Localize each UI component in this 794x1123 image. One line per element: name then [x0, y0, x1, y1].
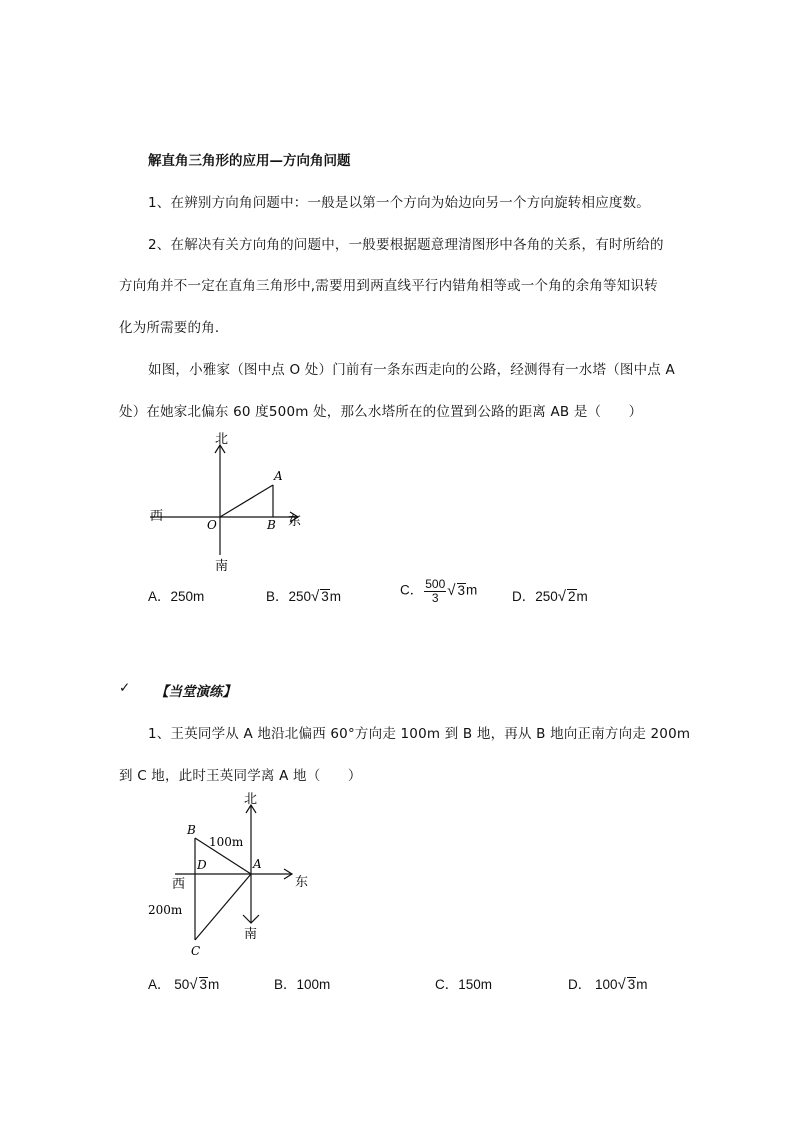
label-point-d: D [197, 858, 207, 872]
example-line-2: 处）在她家北偏东 60 度500m 处，那么水塔所在的位置到公路的距离 AB 是（ ） [119, 404, 643, 420]
example-line-1: 如图，小雅家（图中点 O 处）门前有一条东西走向的公路，经测得有一水塔（图中点 A [148, 362, 675, 378]
option-1-b: B．250√ 3m [266, 588, 342, 605]
label-point-a: A [253, 857, 262, 871]
direction-figure-2 [140, 790, 330, 960]
segment-ac [195, 874, 251, 940]
option-1-a: A．250m [148, 589, 205, 604]
label-distance-bc: 200m [148, 903, 183, 917]
label-point-b: B [187, 823, 196, 837]
label-point-c: C [191, 944, 201, 958]
label-point-o: O [207, 518, 217, 532]
label-south: 南 [244, 927, 258, 942]
label-point-a: A [274, 469, 283, 483]
direction-figure-1 [140, 425, 310, 575]
option-1-c: C． $\frac{500}{3}$ √ 3m [400, 577, 478, 605]
check-icon: ✓ [119, 680, 131, 696]
label-west: 西 [150, 509, 164, 524]
option-2-b: B．100m [274, 977, 331, 992]
note-2: 2、在解决有关方向角的问题中，一般要根据题意理清图形中各角的关系，有时所给的 [148, 237, 664, 253]
label-east: 东 [288, 514, 302, 529]
heading: 解直角三角形的应用—方向角问题 [148, 153, 351, 169]
label-point-b: B [267, 518, 276, 532]
practice-line-2: 到 C 地，此时王英同学离 A 地（ ） [119, 768, 362, 784]
note-4: 化为所需要的角． [119, 320, 229, 336]
option-2-d: D． 100√ 3m [568, 976, 648, 993]
practice-line-1: 1、王英同学从 A 地沿北偏西 60°方向走 100m 到 B 地，再从 B 地向正南方向走 200m [148, 726, 691, 742]
label-east: 东 [295, 875, 309, 890]
option-2-a: A． 50√ 3m [148, 976, 220, 993]
label-north: 北 [244, 792, 258, 807]
note-1: 1、在辨别方向角问题中：一般是以第一个方向为始边向另一个方向旋转相应度数。 [148, 195, 650, 211]
segment-oa [220, 485, 273, 517]
note-3: 方向角并不一定在直角三角形中,需要用到两直线平行内错角相等或一个角的余角等知识转 [119, 278, 658, 294]
label-south: 南 [215, 559, 229, 574]
practice-heading: 【当堂演练】 [155, 684, 236, 700]
label-distance-ab: 100m [209, 835, 244, 849]
label-north: 北 [215, 432, 229, 447]
label-west: 西 [172, 877, 186, 892]
option-2-c: C．150m [435, 977, 493, 992]
option-1-d: D．250√ 2m [512, 588, 588, 605]
